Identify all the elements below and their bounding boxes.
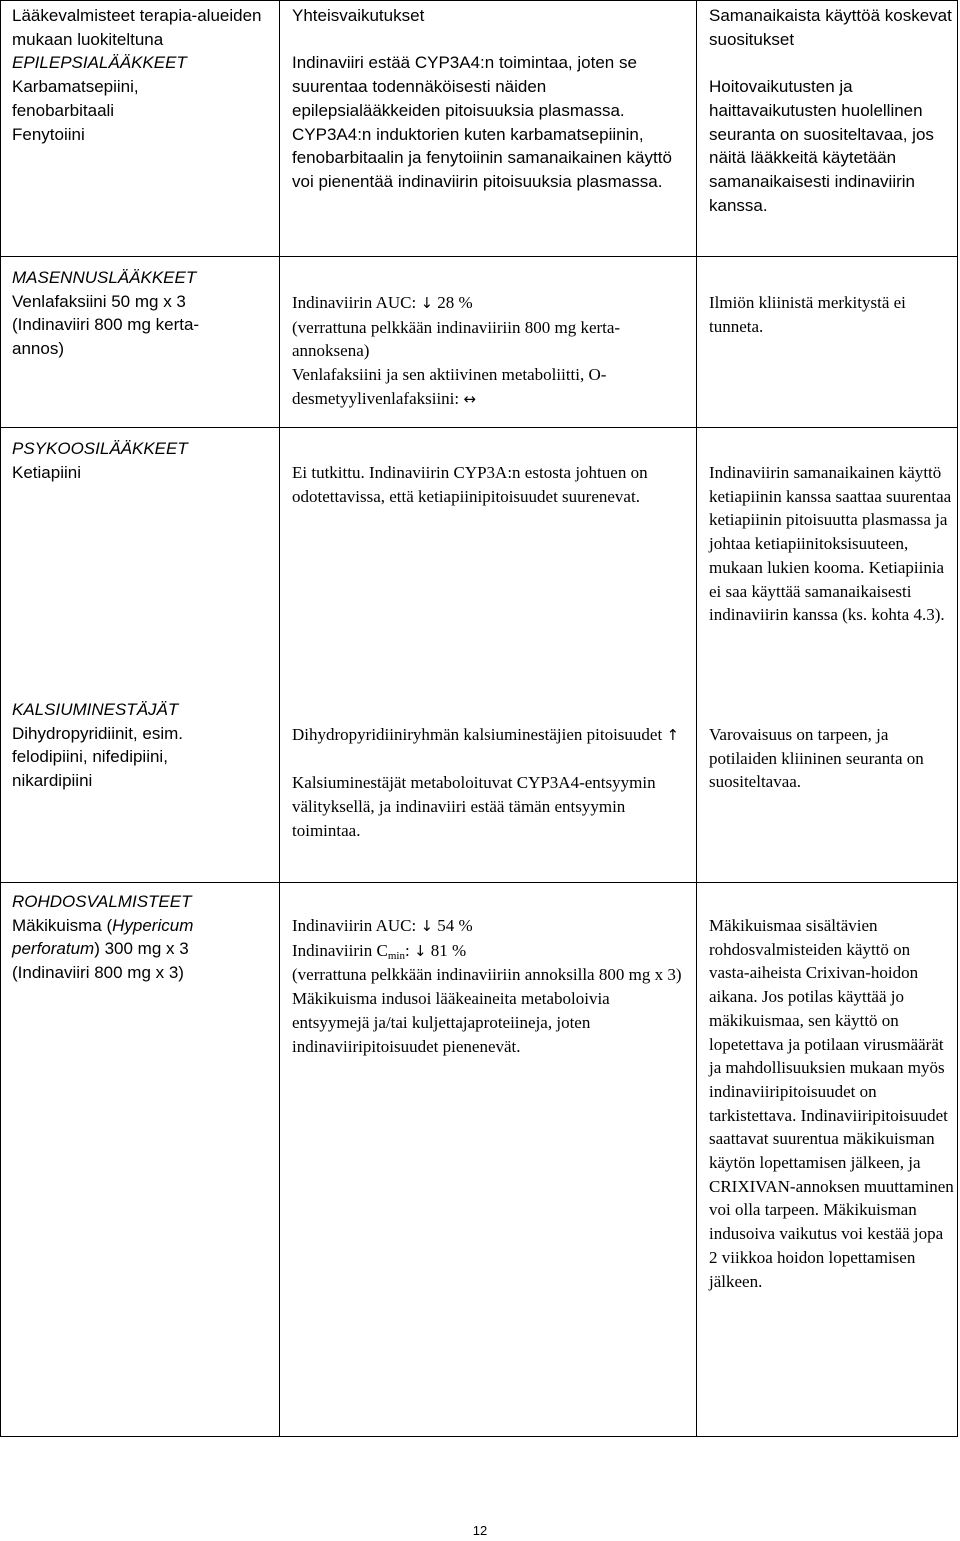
category-calcium: KALSIUMINESTÄJÄT bbox=[12, 700, 179, 719]
row-antipsychotic-interaction bbox=[292, 461, 690, 508]
calcium-levels-text: Dihydropyridiiniryhmän kalsiuminestäjien pitoisuudet bbox=[292, 725, 663, 744]
row-herbal-interaction bbox=[292, 914, 690, 1058]
arrow-both-icon: ↔ bbox=[463, 389, 476, 408]
category-epilepsy: EPILEPSIALÄÄKKEET bbox=[12, 53, 187, 73]
drug-line: fenobarbitaali bbox=[12, 100, 115, 120]
metabolite-text: Venlafaksiini ja sen aktiivinen metaboliitti, O-desmetyylivenlafaksiini: bbox=[292, 365, 607, 408]
row-antipsychotic-drugs bbox=[12, 437, 274, 484]
row-divider bbox=[0, 427, 958, 428]
page-number: 12 bbox=[472, 1523, 488, 1538]
recommendation-antipsychotic: Indinaviirin samanaikainen käyttö ketiapiinin kanssa saattaa suurentaa ketiapiinin pitoisuutta plasmassa ja johtaa ketiapiinitoksisuuteen, mukaan lukien kooma. Ketiapiinia ei saa käyttää samanaikaisesti indinaviirin kanssa (ks. kohta 4.3). bbox=[709, 463, 952, 625]
arrow-down-icon: ↓ bbox=[413, 941, 427, 960]
row-antipsychotic-recommendation bbox=[709, 461, 954, 627]
drug-line: Dihydropyridiinit, esim. bbox=[12, 723, 183, 743]
drug-name: Mäkikuisma ( bbox=[12, 915, 113, 935]
auc-line bbox=[292, 914, 690, 939]
recommendation-herbal: Mäkikuismaa sisältävien rohdosvalmisteiden käyttö on vasta-aiheista Crixivan-hoidon aikana. Jos potilas käyttää jo mäkikuismaa, sen käyttö on lopetettava ja potilaan virusmäärät ja mahdollisuuksien mukaan myös indinaviiripitoisuudet on tarkistettava. Indinaviiripitoisuudet saattavat suurentua mäkikuisman käytön lopettamisen jälkeen, ja CRIXIVAN-annoksen muuttaminen voi olla tarpeen. Mäkikuisman indusoiva vaikutus voi kestää jopa 2 viikkoa hoidon lopettamisen jälkeen. bbox=[709, 916, 954, 1291]
category-antidepressant: MASENNUSLÄÄKKEET bbox=[12, 268, 197, 287]
cmin-label: Indinaviirin C bbox=[292, 940, 388, 960]
auc-label: Indinaviirin AUC: bbox=[292, 916, 417, 935]
drug-line: (Indinaviiri 800 mg x 3) bbox=[12, 963, 184, 983]
arrow-up-icon: ↑ bbox=[666, 726, 680, 744]
drug-line: Karbamatsepiini, bbox=[12, 77, 139, 97]
drug-line bbox=[12, 914, 274, 938]
recommendation-antidepressant: Ilmiön kliinistä merkitystä ei tunneta. bbox=[709, 293, 906, 336]
row-antidepressant-interaction bbox=[292, 291, 690, 412]
auc-label: Indinaviirin AUC: bbox=[292, 293, 417, 312]
drug-line: Venlafaksiini 50 mg x 3 bbox=[12, 291, 186, 311]
header-col3-text: Samanaikaista käyttöä koskevat suositukset bbox=[709, 6, 952, 49]
drug-latin: perforatum bbox=[12, 939, 95, 959]
row-divider bbox=[0, 256, 958, 257]
recommendation-calcium: Varovaisuus on tarpeen, ja potilaiden kliininen seuranta on suositeltavaa. bbox=[709, 725, 924, 792]
category-herbal: ROHDOSVALMISTEET bbox=[12, 892, 192, 911]
interaction-calcium-levels bbox=[292, 723, 690, 748]
arrow-down-icon: ↓ bbox=[420, 917, 434, 935]
row-herbal-recommendation bbox=[709, 914, 954, 1293]
interaction-metabolite bbox=[292, 363, 690, 411]
header-col2-text: Yhteisvaikutukset bbox=[292, 6, 425, 25]
column-divider bbox=[279, 0, 280, 1437]
drug-line: Ketiapiini bbox=[12, 462, 81, 482]
interaction-comparison: (verrattuna pelkkään indinaviiriin 800 mg kerta-annoksena) bbox=[292, 317, 621, 361]
auc-value: 54 % bbox=[437, 916, 473, 935]
column-header-interactions bbox=[292, 4, 690, 194]
column-divider bbox=[696, 0, 697, 1437]
recommendation-epilepsy: Hoitovaikutusten ja haittavaikutusten huolellinen seuranta on suositeltavaa, jos näitä lääkkeitä käytetään samanaikaisesti indinaviirin kanssa. bbox=[709, 77, 934, 215]
row-herbal-drugs bbox=[12, 890, 274, 985]
cmin-line bbox=[292, 939, 690, 964]
cmin-subscript: min bbox=[387, 949, 405, 962]
drug-line: Fenytoiini bbox=[12, 124, 85, 144]
row-calcium-recommendation bbox=[709, 723, 954, 794]
cmin-colon: : bbox=[404, 940, 410, 960]
row-antidepressant-drugs bbox=[12, 266, 274, 361]
row-calcium-interaction bbox=[292, 723, 690, 843]
interaction-calcium-mechanism: Kalsiuminestäjät metaboloituvat CYP3A4-entsyymin välityksellä, ja indinaviiri estää tämän entsyymin toimintaa. bbox=[292, 773, 656, 840]
row-calcium-drugs bbox=[12, 698, 274, 793]
drug-line: nikardipiini bbox=[12, 771, 93, 791]
auc-value: 28 % bbox=[437, 293, 473, 312]
drug-line: (Indinaviiri 800 mg kerta- bbox=[12, 315, 200, 335]
drug-line bbox=[12, 937, 274, 961]
cmin-value: 81 % bbox=[430, 940, 467, 960]
interaction-herbal: (verrattuna pelkkään indinaviiriin annoksilla 800 mg x 3) Mäkikuisma indusoi lääkeaineita metaboloivia entsyymejä ja/tai kuljettajaproteiineja, joten indinaviiripitoisuudet pienenevät. bbox=[292, 965, 682, 1056]
drug-latin: Hypericum bbox=[112, 915, 194, 935]
column-header-recommendations bbox=[709, 4, 954, 217]
row-divider bbox=[0, 882, 958, 883]
auc-line bbox=[292, 291, 690, 316]
drug-dose: ) 300 mg x 3 bbox=[94, 939, 189, 959]
row-antidepressant-recommendation bbox=[709, 291, 954, 338]
category-antipsychotic: PSYKOOSILÄÄKKEET bbox=[12, 439, 188, 458]
header-col1-text: Lääkevalmisteet terapia-alueiden mukaan luokiteltuna bbox=[12, 6, 262, 49]
interaction-antipsychotic: Ei tutkittu. Indinaviirin CYP3A:n estosta johtuen on odotettavissa, että ketiapiinipitoisuudet suurenevat. bbox=[292, 463, 648, 506]
drug-line: felodipiini, nifedipiini, bbox=[12, 747, 168, 767]
drug-line: annos) bbox=[12, 339, 64, 359]
arrow-down-icon: ↓ bbox=[420, 294, 434, 312]
column-header-drug-category bbox=[12, 4, 274, 146]
interaction-epilepsy: Indinaviiri estää CYP3A4:n toimintaa, joten se suurentaa todennäköisesti näiden epilepsialääkkeiden pitoisuuksia plasmassa. CYP3A4:n induktorien kuten karbamatsepiinin, fenobarbitaalin ja fenytoiinin samanaikainen käyttö voi pienentää indinaviirin pitoisuuksia plasmassa. bbox=[292, 53, 672, 191]
